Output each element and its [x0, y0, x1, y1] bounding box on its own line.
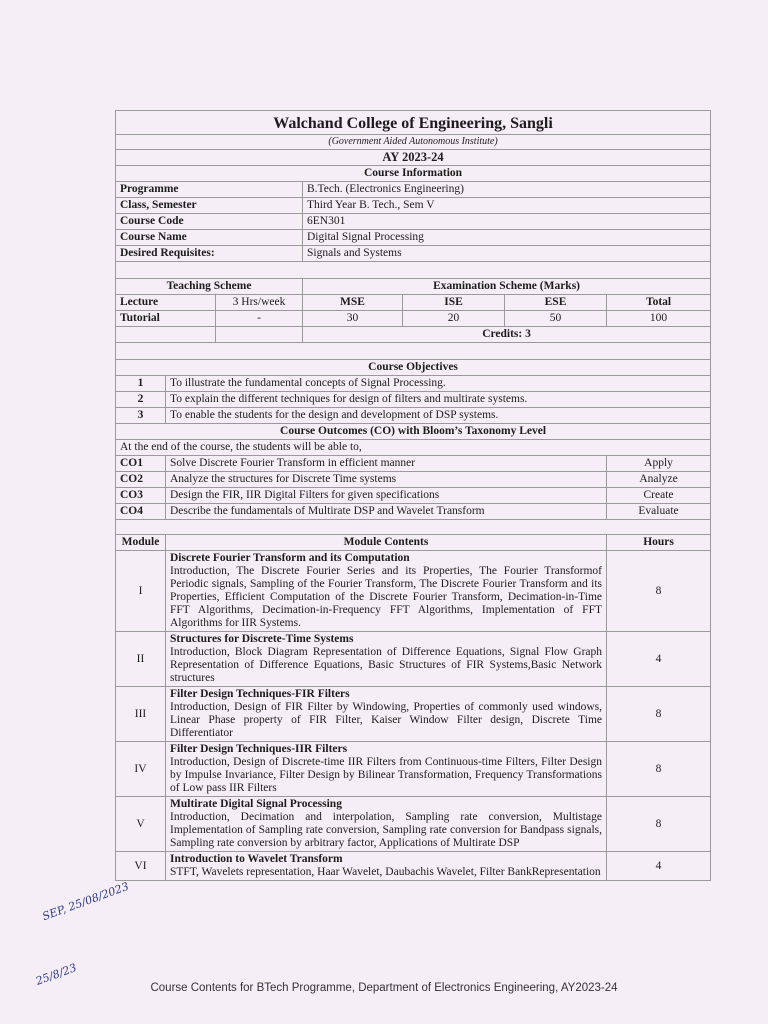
module-contents [166, 551, 607, 632]
module-hours: 8 [607, 687, 711, 742]
outcome-text: Design the FIR, IIR Digital Filters for given specifications [166, 488, 607, 504]
module-row [116, 852, 711, 881]
info-row [116, 182, 711, 198]
module-text: STFT, Wavelets representation, Haar Wavelet, Daubachis Wavelet, Filter BankRepresentation [170, 866, 601, 878]
outcome-row [116, 488, 711, 504]
module-text: Introduction, The Discrete Fourier Series and its Properties, The Fourier Transformof Periodic signals, Sampling of the Fourier Transform, The Discrete Fourier Transform and its Properties, Efficient Computation of the Discrete Fourier Transform, Decimation-in-Time FFT Algorithms, Decimation-in-Frequency FFT Algorithms, Implementation of FFT Algorithms for IIR Systems. [170, 565, 602, 629]
outcome-row [116, 504, 711, 520]
module-title: Filter Design Techniques-IIR Filters [170, 743, 348, 755]
col-hours: Hours [607, 535, 711, 551]
module-title: Discrete Fourier Transform and its Computation [170, 552, 410, 564]
exam-col-ise: ISE [403, 295, 505, 311]
objective-text: To enable the students for the design and development of DSP systems. [166, 408, 711, 424]
module-hours: 4 [607, 632, 711, 687]
spacer [116, 262, 711, 279]
module-number: IV [116, 742, 166, 797]
module-contents [166, 852, 607, 881]
info-row [116, 230, 711, 246]
module-hours: 8 [607, 742, 711, 797]
outcome-level: Analyze [607, 472, 711, 488]
info-row [116, 198, 711, 214]
academic-year: AY 2023-24 [116, 150, 711, 166]
objective-row [116, 408, 711, 424]
objective-row [116, 376, 711, 392]
info-row [116, 246, 711, 262]
credits: Credits: 3 [303, 327, 711, 343]
module-contents [166, 687, 607, 742]
exam-col-ese: ESE [505, 295, 607, 311]
module-row [116, 551, 711, 632]
lecture-label: Lecture [116, 295, 216, 311]
exam-scheme-heading: Examination Scheme (Marks) [303, 279, 711, 295]
module-text: Introduction, Decimation and interpolation, Sampling rate conversion, Multistage Implementation of Sampling rate conversion, Sampling rate conversion for Bandpass signals, Sampling rate conversion by arbitrary factor, Applications of Multirate DSP [170, 811, 602, 849]
module-contents [166, 632, 607, 687]
syllabus-table [115, 110, 711, 881]
module-row [116, 797, 711, 852]
module-title: Multirate Digital Signal Processing [170, 798, 342, 810]
module-contents [166, 797, 607, 852]
blank-cell [216, 327, 303, 343]
outcomes-intro: At the end of the course, the students will be able to, [116, 440, 711, 456]
marks-ise: 20 [403, 311, 505, 327]
objective-row [116, 392, 711, 408]
module-title: Filter Design Techniques-FIR Filters [170, 688, 350, 700]
objective-text: To illustrate the fundamental concepts of Signal Processing. [166, 376, 711, 392]
info-value: B.Tech. (Electronics Engineering) [303, 182, 711, 198]
outcome-text: Analyze the structures for Discrete Time systems [166, 472, 607, 488]
module-row [116, 632, 711, 687]
exam-col-total: Total [607, 295, 711, 311]
module-title: Introduction to Wavelet Transform [170, 853, 343, 865]
teaching-scheme-heading: Teaching Scheme [116, 279, 303, 295]
course-info-heading: Course Information [116, 166, 711, 182]
handwritten-signature: SEP, 25/08/2023 [40, 879, 131, 924]
exam-col-mse: MSE [303, 295, 403, 311]
module-number: III [116, 687, 166, 742]
outcome-row [116, 456, 711, 472]
module-text: Introduction, Block Diagram Representation of Difference Equations, Signal Flow Graph Representation of Difference Equations, Basic Structures of FIR Systems,Basic Network structures [170, 646, 602, 684]
marks-ese: 50 [505, 311, 607, 327]
objectives-heading: Course Objectives [116, 360, 711, 376]
module-title: Structures for Discrete-Time Systems [170, 633, 354, 645]
module-row [116, 687, 711, 742]
tutorial-label: Tutorial [116, 311, 216, 327]
info-label: Class, Semester [116, 198, 303, 214]
lecture-value: 3 Hrs/week [216, 295, 303, 311]
outcome-text: Solve Discrete Fourier Transform in efficient manner [166, 456, 607, 472]
module-hours: 8 [607, 797, 711, 852]
outcome-level: Evaluate [607, 504, 711, 520]
info-value: 6EN301 [303, 214, 711, 230]
outcome-code: CO1 [116, 456, 166, 472]
module-number: II [116, 632, 166, 687]
module-number: VI [116, 852, 166, 881]
col-module: Module [116, 535, 166, 551]
outcome-code: CO4 [116, 504, 166, 520]
info-label: Programme [116, 182, 303, 198]
institute-subtitle: (Government Aided Autonomous Institute) [116, 135, 711, 150]
institute-title: Walchand College of Engineering, Sangli [116, 111, 711, 135]
info-value: Signals and Systems [303, 246, 711, 262]
syllabus-document [115, 110, 710, 881]
spacer [116, 343, 711, 360]
objective-num: 1 [116, 376, 166, 392]
module-row [116, 742, 711, 797]
info-label: Course Name [116, 230, 303, 246]
spacer [116, 520, 711, 535]
outcome-level: Create [607, 488, 711, 504]
marks-mse: 30 [303, 311, 403, 327]
module-text: Introduction, Design of Discrete-time IIR Filters from Continuous-time Filters, Filter Design by Impulse Invariance, Filter Design by Bilinear Transformation, Frequency Transformations of Low pass IIR Filters [170, 756, 602, 794]
outcome-row [116, 472, 711, 488]
objective-num: 2 [116, 392, 166, 408]
outcome-text: Describe the fundamentals of Multirate DSP and Wavelet Transform [166, 504, 607, 520]
info-row [116, 214, 711, 230]
handwritten-signature-date: 25/8/23 [34, 961, 79, 988]
module-text: Introduction, Design of FIR Filter by Windowing, Properties of commonly used windows, Linear Phase property of FIR Filter, Kaiser Window Filter design, Discrete Time Differentiator [170, 701, 602, 739]
info-label: Course Code [116, 214, 303, 230]
tutorial-value: - [216, 311, 303, 327]
outcomes-heading: Course Outcomes (CO) with Bloom’s Taxonomy Level [116, 424, 711, 440]
info-label: Desired Requisites: [116, 246, 303, 262]
col-contents: Module Contents [166, 535, 607, 551]
page-footer: Course Contents for BTech Programme, Department of Electronics Engineering, AY2023-24 [150, 982, 618, 994]
outcome-code: CO3 [116, 488, 166, 504]
module-hours: 4 [607, 852, 711, 881]
outcome-level: Apply [607, 456, 711, 472]
module-hours: 8 [607, 551, 711, 632]
blank-cell [116, 327, 216, 343]
marks-total: 100 [607, 311, 711, 327]
info-value: Digital Signal Processing [303, 230, 711, 246]
module-number: V [116, 797, 166, 852]
objective-num: 3 [116, 408, 166, 424]
module-contents [166, 742, 607, 797]
module-number: I [116, 551, 166, 632]
info-value: Third Year B. Tech., Sem V [303, 198, 711, 214]
outcome-code: CO2 [116, 472, 166, 488]
objective-text: To explain the different techniques for design of filters and multirate systems. [166, 392, 711, 408]
